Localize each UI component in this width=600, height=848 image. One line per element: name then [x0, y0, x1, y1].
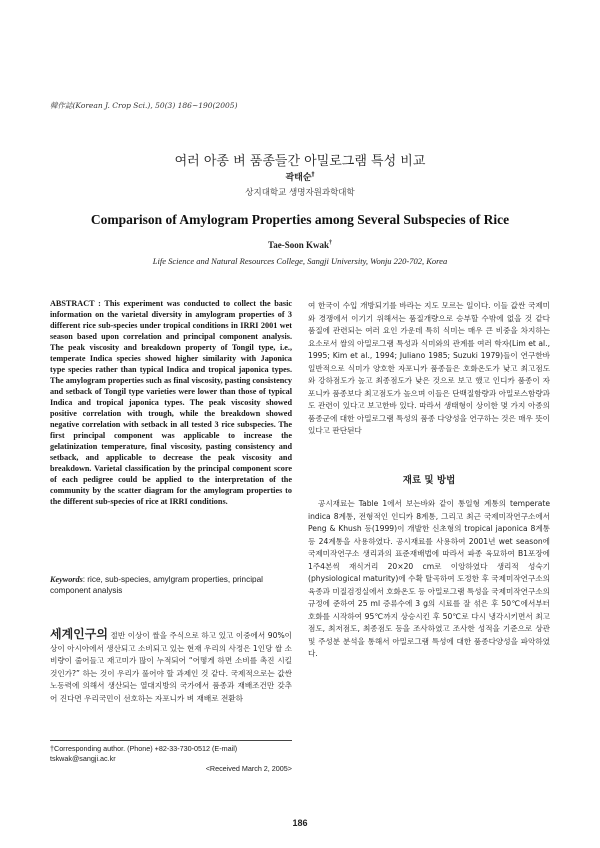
materials-methods-text: 공시재료는 Table 1에서 보는바와 같이 통일형 계통의 temperate indica 8계통, 전형적인 인디카 8계통, 그리고 최근 국제미작연구소에서 Peng & Khush 등(1999)이 개발한 신초형의 tropical japonica 8계통 등 24계통을 사용하였다. 공시재료를 사용하여 2001년 wet season에 국제미작연구소 생리과의 표준재배법에 따라서 파종 육묘하여 B1포장에 1주4본씩 재식거리 20×20 cm로 이앙하였다 생리적 성숙기(physiological maturity)에 수확 탈곡하여 도정한 후 국제미작연구소의 육종과 미질검정실에서 호화온도 등 아밀로그램 특성을 국제미작연구소의 규정에 준하여 25 ml 증류수에 3 g의 시료를 잘 섞은 후 50℃에서부터 호화를 시작하여 95℃까지 상승시킨 후 50℃로 다시 냉각시키면서 최고점도, 최저점도, 최종점도 등을 조사하였고 조사한 성적을 기준으로 상관 및 주성분 분석을 통해서 아밀로그램 특성에 대한 품종다양성을 파악하였다. — [308, 499, 550, 658]
english-author-name: Tae-Soon Kwak — [268, 240, 329, 250]
footnote-received: <Received March 2, 2005> — [205, 764, 292, 773]
section-heading-materials-methods: 재료 및 방법 — [402, 475, 456, 486]
english-title: Comparison of Amylogram Properties among Several Subspecies of Rice — [90, 212, 510, 227]
intro-text: 절반 이상이 쌀을 주식으로 하고 있고 이중에서 90%이상이 아시아에서 생산되고 소비되고 있는 현재 우리의 사정은 1인당 쌀 소비량이 줄어들고 재고미가 많이 누적되어 “어떻게 하면 소비를 촉진 시킬 것인가?” 하는 것이 우리가 풀어야 할 과제인 것 같다. 국제적으로는 값싼 노동력에 의해서 생산되는 열대지방의 국가에서 품종과 재배조건만 갖추어 진다면 우리국민이 선호하는 자포니카 벼 재배로 전환하 — [50, 631, 292, 703]
abstract: ABSTRACT : This experiment was conducted to collect the basic information on the varietal diversity in amylogram properties of 3 different rice sub-species under tropical conditions in IRRI 2001 wet season based upon correlation and principal component analysis. The peak viscosity and breakdown property of Tongil type, i.e., temperate Indica species showed higher similarity with Japonica type species rather than typical Indica and tropical japonica types. The amylogram properties such as final viscosity, pasting consistency and setback of Tongil type varieties were lower than those of typical Indica and tropical japonica types. The peak viscosity showed positive correlation with trough, while the breakdown showed negative correlation with setback in all tested 3 rice subspecies. The first principal component was applicable to increase the gelatinization temperature, final viscosity, pasting consistency and setback, and applicable to decrease the peak viscosity and breakdown. Varietal classification by the principal component score of each pedigree could be applied to the interpretation of the community by the scatter diagram for the amylogram properties to the different sub-species of rice at IRRI conditions. — [50, 299, 292, 506]
intro-lead-word: 세계인구의 — [50, 627, 108, 641]
materials-methods-paragraph — [308, 498, 550, 661]
page-number: 186 — [292, 818, 308, 828]
english-author-mark: † — [328, 240, 332, 246]
footnote — [50, 744, 292, 774]
keywords-label: Keywords — [50, 575, 83, 584]
korean-title: 여러 아종 벼 품종들간 아밀로그램 특성 비교 — [174, 154, 426, 169]
introduction-paragraph — [50, 628, 292, 705]
english-affiliation: Life Science and Natural Resources College, Sangji University, Wonju 220-702, Korea — [152, 256, 448, 266]
keywords-text: : rice, sub-species, amylgram properties, principal component analysis — [50, 575, 263, 595]
keywords — [50, 574, 292, 596]
korean-author-name: 곽태순 — [285, 173, 312, 183]
korean-author-mark: † — [311, 171, 315, 178]
footnote-divider — [50, 740, 292, 741]
footnote-correspondence: †Corresponding author. (Phone) +82-33-730-0512 (E-mail) tskwak@sangji.ac.kr — [50, 744, 238, 763]
intro-continuation: 여 한국이 수입 개방되기를 바라는 지도 모르는 일이다. 이들 값싼 국제미와 경쟁에서 이기기 위해서는 품질개량으로 승부할 수밖에 없을 것 같다 품질에 관련되는 여러 요인 가운데 특히 식미는 매우 큰 비중을 차지하는 요소로서 쌀의 아밀로그램 특성과 식미와의 관계를 여러 학자(Lim et al., 1995; Kim et al., 1994; Juliano 1985; Suzuki 1979)들이 연구한바 일반적으로 식미가 양호한 자포니카 품종들은 호화온도가 낮고 최고점도와 강하점도가 높고 최종점도가 낮은 것으로 보고 했고 인디카 품종이 자포니카 품종보다 최고점도가 높으며 이들은 단백질함량과 아밀로스함량과도 관련이 있다고 보고한바 있다. 따라서 생태형이 상이한 몇 가지 아종의 품종군에 대한 아밀로그램 특성의 품종 다양성을 연구하는 것은 매우 뜻이 있다고 판단된다 — [308, 301, 550, 435]
journal-reference: 韓作誌(Korean J. Crop Sci.), 50(3) 186~190(2005) — [50, 101, 238, 110]
english-author — [0, 240, 600, 250]
korean-affiliation: 상지대학교 생명자원과학대학 — [245, 188, 355, 198]
korean-author — [0, 170, 600, 183]
